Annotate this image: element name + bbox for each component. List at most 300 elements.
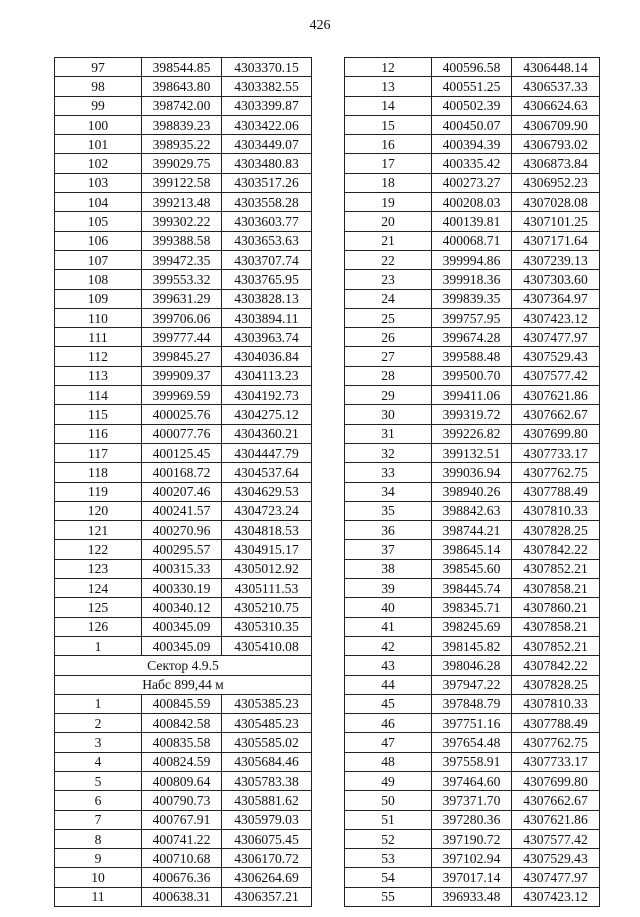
table-row	[345, 386, 600, 405]
y-coordinate-cell: 4307621.86	[512, 386, 600, 405]
y-coordinate-cell: 4303653.63	[222, 231, 312, 250]
table-row	[345, 424, 600, 443]
y-coordinate-cell: 4307423.12	[512, 887, 600, 906]
y-coordinate-cell: 4305111.53	[222, 579, 312, 598]
point-number-cell: 113	[55, 366, 142, 385]
table-row	[345, 270, 600, 289]
table-row	[55, 868, 312, 887]
table-row	[345, 521, 600, 540]
x-coordinate-cell: 399777.44	[142, 328, 222, 347]
x-coordinate-cell: 399969.59	[142, 386, 222, 405]
y-coordinate-cell: 4307171.64	[512, 231, 600, 250]
y-coordinate-cell: 4307101.25	[512, 212, 600, 231]
y-coordinate-cell: 4307788.49	[512, 714, 600, 733]
table-row	[345, 77, 600, 96]
table-row	[55, 482, 312, 501]
y-coordinate-cell: 4305310.35	[222, 617, 312, 636]
x-coordinate-cell: 400315.33	[142, 559, 222, 578]
y-coordinate-cell: 4303517.26	[222, 173, 312, 192]
table-row	[345, 617, 600, 636]
point-number-cell: 100	[55, 115, 142, 134]
x-coordinate-cell: 399845.27	[142, 347, 222, 366]
y-coordinate-cell: 4307662.67	[512, 405, 600, 424]
y-coordinate-cell: 4304723.24	[222, 501, 312, 520]
y-coordinate-cell: 4307860.21	[512, 598, 600, 617]
table-row	[55, 405, 312, 424]
x-coordinate-cell: 400790.73	[142, 791, 222, 810]
table-row	[345, 308, 600, 327]
table-row	[55, 270, 312, 289]
table-row	[55, 540, 312, 559]
x-coordinate-cell: 400168.72	[142, 463, 222, 482]
point-number-cell: 111	[55, 328, 142, 347]
table-row	[345, 347, 600, 366]
y-coordinate-cell: 4303828.13	[222, 289, 312, 308]
x-coordinate-cell: 400638.31	[142, 887, 222, 906]
table-row	[55, 694, 312, 713]
x-coordinate-cell: 398839.23	[142, 115, 222, 134]
point-number-cell: 99	[55, 96, 142, 115]
point-number-cell: 1	[55, 694, 142, 713]
table-row	[345, 733, 600, 752]
point-number-cell: 51	[345, 810, 432, 829]
table-row	[55, 579, 312, 598]
point-number-cell: 26	[345, 328, 432, 347]
point-number-cell: 31	[345, 424, 432, 443]
table-row	[345, 829, 600, 848]
y-coordinate-cell: 4303399.87	[222, 96, 312, 115]
x-coordinate-cell: 400842.58	[142, 714, 222, 733]
sector-title-row	[55, 656, 312, 675]
y-coordinate-cell: 4307733.17	[512, 752, 600, 771]
x-coordinate-cell: 396933.48	[432, 887, 512, 906]
x-coordinate-cell: 397558.91	[432, 752, 512, 771]
y-coordinate-cell: 4305012.92	[222, 559, 312, 578]
y-coordinate-cell: 4305979.03	[222, 810, 312, 829]
table-row	[55, 849, 312, 868]
point-number-cell: 115	[55, 405, 142, 424]
y-coordinate-cell: 4307852.21	[512, 559, 600, 578]
table-row	[55, 308, 312, 327]
point-number-cell: 40	[345, 598, 432, 617]
y-coordinate-cell: 4307364.97	[512, 289, 600, 308]
table-row	[345, 289, 600, 308]
table-row	[55, 115, 312, 134]
x-coordinate-cell: 400139.81	[432, 212, 512, 231]
point-number-cell: 36	[345, 521, 432, 540]
point-number-cell: 109	[55, 289, 142, 308]
y-coordinate-cell: 4303422.06	[222, 115, 312, 134]
x-coordinate-cell: 397848.79	[432, 694, 512, 713]
table-row	[345, 193, 600, 212]
point-number-cell: 43	[345, 656, 432, 675]
y-coordinate-cell: 4307810.33	[512, 501, 600, 520]
point-number-cell: 30	[345, 405, 432, 424]
point-number-cell: 34	[345, 482, 432, 501]
point-number-cell: 120	[55, 501, 142, 520]
x-coordinate-cell: 397464.60	[432, 771, 512, 790]
point-number-cell: 54	[345, 868, 432, 887]
table-row	[345, 810, 600, 829]
table-row	[345, 771, 600, 790]
point-number-cell: 29	[345, 386, 432, 405]
x-coordinate-cell: 400710.68	[142, 849, 222, 868]
y-coordinate-cell: 4306264.69	[222, 868, 312, 887]
x-coordinate-cell: 400551.25	[432, 77, 512, 96]
y-coordinate-cell: 4307303.60	[512, 270, 600, 289]
x-coordinate-cell: 400345.09	[142, 636, 222, 655]
y-coordinate-cell: 4307662.67	[512, 791, 600, 810]
table-row	[345, 579, 600, 598]
sector-subtitle: Набс 899,44 м	[55, 675, 312, 694]
point-number-cell: 18	[345, 173, 432, 192]
y-coordinate-cell: 4307788.49	[512, 482, 600, 501]
table-row	[345, 752, 600, 771]
x-coordinate-cell: 399500.70	[432, 366, 512, 385]
table-row	[345, 482, 600, 501]
x-coordinate-cell: 397190.72	[432, 829, 512, 848]
table-row	[345, 443, 600, 462]
point-number-cell: 46	[345, 714, 432, 733]
x-coordinate-cell: 399029.75	[142, 154, 222, 173]
y-coordinate-cell: 4307699.80	[512, 771, 600, 790]
point-number-cell: 47	[345, 733, 432, 752]
x-coordinate-cell: 398345.71	[432, 598, 512, 617]
y-coordinate-cell: 4304036.84	[222, 347, 312, 366]
point-number-cell: 24	[345, 289, 432, 308]
table-row	[55, 443, 312, 462]
x-coordinate-cell: 398544.85	[142, 58, 222, 77]
table-row	[55, 77, 312, 96]
point-number-cell: 17	[345, 154, 432, 173]
point-number-cell: 55	[345, 887, 432, 906]
y-coordinate-cell: 4303370.15	[222, 58, 312, 77]
table-row	[55, 154, 312, 173]
point-number-cell: 122	[55, 540, 142, 559]
point-number-cell: 39	[345, 579, 432, 598]
y-coordinate-cell: 4307239.13	[512, 250, 600, 269]
point-number-cell: 32	[345, 443, 432, 462]
table-row	[55, 829, 312, 848]
table-row	[55, 366, 312, 385]
point-number-cell: 125	[55, 598, 142, 617]
x-coordinate-cell: 400207.46	[142, 482, 222, 501]
y-coordinate-cell: 4304537.64	[222, 463, 312, 482]
x-coordinate-cell: 398935.22	[142, 135, 222, 154]
point-number-cell: 9	[55, 849, 142, 868]
point-number-cell: 11	[55, 887, 142, 906]
y-coordinate-cell: 4304818.53	[222, 521, 312, 540]
point-number-cell: 12	[345, 58, 432, 77]
point-number-cell: 108	[55, 270, 142, 289]
table-row	[345, 849, 600, 868]
x-coordinate-cell: 398046.28	[432, 656, 512, 675]
point-number-cell: 44	[345, 675, 432, 694]
x-coordinate-cell: 399631.29	[142, 289, 222, 308]
y-coordinate-cell: 4307810.33	[512, 694, 600, 713]
y-coordinate-cell: 4306075.45	[222, 829, 312, 848]
table-row	[345, 366, 600, 385]
table-row	[55, 386, 312, 405]
y-coordinate-cell: 4307477.97	[512, 328, 600, 347]
x-coordinate-cell: 400270.96	[142, 521, 222, 540]
table-row	[55, 559, 312, 578]
x-coordinate-cell: 399302.22	[142, 212, 222, 231]
x-coordinate-cell: 400340.12	[142, 598, 222, 617]
x-coordinate-cell: 400676.36	[142, 868, 222, 887]
x-coordinate-cell: 399839.35	[432, 289, 512, 308]
table-row	[55, 733, 312, 752]
x-coordinate-cell: 399918.36	[432, 270, 512, 289]
y-coordinate-cell: 4307577.42	[512, 366, 600, 385]
y-coordinate-cell: 4306952.23	[512, 173, 600, 192]
point-number-cell: 112	[55, 347, 142, 366]
x-coordinate-cell: 399674.28	[432, 328, 512, 347]
point-number-cell: 7	[55, 810, 142, 829]
table-row	[345, 135, 600, 154]
point-number-cell: 97	[55, 58, 142, 77]
x-coordinate-cell: 399213.48	[142, 193, 222, 212]
table-row	[345, 501, 600, 520]
x-coordinate-cell: 400767.91	[142, 810, 222, 829]
x-coordinate-cell: 399411.06	[432, 386, 512, 405]
x-coordinate-cell: 400835.58	[142, 733, 222, 752]
y-coordinate-cell: 4307828.25	[512, 675, 600, 694]
y-coordinate-cell: 4307699.80	[512, 424, 600, 443]
y-coordinate-cell: 4303558.28	[222, 193, 312, 212]
y-coordinate-cell: 4304275.12	[222, 405, 312, 424]
y-coordinate-cell: 4304447.79	[222, 443, 312, 462]
point-number-cell: 124	[55, 579, 142, 598]
y-coordinate-cell: 4305585.02	[222, 733, 312, 752]
table-row	[55, 752, 312, 771]
y-coordinate-cell: 4305210.75	[222, 598, 312, 617]
x-coordinate-cell: 400273.27	[432, 173, 512, 192]
table-row	[55, 636, 312, 655]
point-number-cell: 14	[345, 96, 432, 115]
point-number-cell: 105	[55, 212, 142, 231]
x-coordinate-cell: 398744.21	[432, 521, 512, 540]
point-number-cell: 126	[55, 617, 142, 636]
x-coordinate-cell: 399132.51	[432, 443, 512, 462]
x-coordinate-cell: 397280.36	[432, 810, 512, 829]
y-coordinate-cell: 4306537.33	[512, 77, 600, 96]
point-number-cell: 98	[55, 77, 142, 96]
table-row	[345, 96, 600, 115]
point-number-cell: 52	[345, 829, 432, 848]
point-number-cell: 8	[55, 829, 142, 848]
y-coordinate-cell: 4305881.62	[222, 791, 312, 810]
table-row	[55, 501, 312, 520]
point-number-cell: 5	[55, 771, 142, 790]
y-coordinate-cell: 4307621.86	[512, 810, 600, 829]
x-coordinate-cell: 400125.45	[142, 443, 222, 462]
left-table-body-bottom	[55, 694, 312, 906]
x-coordinate-cell: 399122.58	[142, 173, 222, 192]
y-coordinate-cell: 4307529.43	[512, 849, 600, 868]
point-number-cell: 50	[345, 791, 432, 810]
table-row	[55, 617, 312, 636]
x-coordinate-cell: 397947.22	[432, 675, 512, 694]
y-coordinate-cell: 4307852.21	[512, 636, 600, 655]
y-coordinate-cell: 4306793.02	[512, 135, 600, 154]
table-row	[55, 521, 312, 540]
y-coordinate-cell: 4305485.23	[222, 714, 312, 733]
point-number-cell: 4	[55, 752, 142, 771]
y-coordinate-cell: 4305783.38	[222, 771, 312, 790]
x-coordinate-cell: 399388.58	[142, 231, 222, 250]
table-row	[345, 656, 600, 675]
x-coordinate-cell: 398545.60	[432, 559, 512, 578]
point-number-cell: 23	[345, 270, 432, 289]
table-row	[55, 231, 312, 250]
x-coordinate-cell: 398245.69	[432, 617, 512, 636]
y-coordinate-cell: 4304629.53	[222, 482, 312, 501]
table-row	[55, 58, 312, 77]
y-coordinate-cell: 4307529.43	[512, 347, 600, 366]
x-coordinate-cell: 398643.80	[142, 77, 222, 96]
x-coordinate-cell: 400824.59	[142, 752, 222, 771]
x-coordinate-cell: 400208.03	[432, 193, 512, 212]
table-row	[345, 598, 600, 617]
x-coordinate-cell: 399472.35	[142, 250, 222, 269]
x-coordinate-cell: 400241.57	[142, 501, 222, 520]
table-row	[345, 540, 600, 559]
table-row	[345, 559, 600, 578]
y-coordinate-cell: 4306448.14	[512, 58, 600, 77]
y-coordinate-cell: 4303449.07	[222, 135, 312, 154]
x-coordinate-cell: 400345.09	[142, 617, 222, 636]
x-coordinate-cell: 399588.48	[432, 347, 512, 366]
y-coordinate-cell: 4305385.23	[222, 694, 312, 713]
table-row	[345, 675, 600, 694]
x-coordinate-cell: 399994.86	[432, 250, 512, 269]
table-row	[55, 347, 312, 366]
y-coordinate-cell: 4307577.42	[512, 829, 600, 848]
x-coordinate-cell: 400450.07	[432, 115, 512, 134]
point-number-cell: 41	[345, 617, 432, 636]
table-row	[55, 289, 312, 308]
point-number-cell: 107	[55, 250, 142, 269]
table-row	[345, 636, 600, 655]
y-coordinate-cell: 4307762.75	[512, 463, 600, 482]
left-table-body-top	[55, 58, 312, 656]
x-coordinate-cell: 398940.26	[432, 482, 512, 501]
point-number-cell: 15	[345, 115, 432, 134]
x-coordinate-cell: 400025.76	[142, 405, 222, 424]
y-coordinate-cell: 4307842.22	[512, 656, 600, 675]
table-row	[55, 212, 312, 231]
point-number-cell: 13	[345, 77, 432, 96]
table-row	[345, 212, 600, 231]
table-row	[55, 173, 312, 192]
sector-subtitle-row	[55, 675, 312, 694]
table-row	[55, 714, 312, 733]
table-row	[55, 598, 312, 617]
table-row	[345, 714, 600, 733]
x-coordinate-cell: 400068.71	[432, 231, 512, 250]
y-coordinate-cell: 4304192.73	[222, 386, 312, 405]
y-coordinate-cell: 4304360.21	[222, 424, 312, 443]
x-coordinate-cell: 400335.42	[432, 154, 512, 173]
point-number-cell: 121	[55, 521, 142, 540]
y-coordinate-cell: 4306357.21	[222, 887, 312, 906]
x-coordinate-cell: 400596.58	[432, 58, 512, 77]
x-coordinate-cell: 397017.14	[432, 868, 512, 887]
x-coordinate-cell: 397371.70	[432, 791, 512, 810]
right-table-body	[345, 58, 600, 907]
table-row	[55, 791, 312, 810]
y-coordinate-cell: 4304113.23	[222, 366, 312, 385]
x-coordinate-cell: 399706.06	[142, 308, 222, 327]
table-row	[345, 115, 600, 134]
x-coordinate-cell: 400502.39	[432, 96, 512, 115]
x-coordinate-cell: 400845.59	[142, 694, 222, 713]
x-coordinate-cell: 399757.95	[432, 308, 512, 327]
point-number-cell: 103	[55, 173, 142, 192]
y-coordinate-cell: 4306170.72	[222, 849, 312, 868]
point-number-cell: 116	[55, 424, 142, 443]
x-coordinate-cell: 398742.00	[142, 96, 222, 115]
point-number-cell: 20	[345, 212, 432, 231]
y-coordinate-cell: 4306624.63	[512, 96, 600, 115]
point-number-cell: 10	[55, 868, 142, 887]
right-coordinates-table	[344, 57, 600, 907]
sector-header	[55, 656, 312, 695]
point-number-cell: 48	[345, 752, 432, 771]
table-row	[55, 96, 312, 115]
x-coordinate-cell: 400809.64	[142, 771, 222, 790]
table-row	[345, 154, 600, 173]
table-row	[55, 328, 312, 347]
point-number-cell: 2	[55, 714, 142, 733]
point-number-cell: 16	[345, 135, 432, 154]
y-coordinate-cell: 4307842.22	[512, 540, 600, 559]
x-coordinate-cell: 397102.94	[432, 849, 512, 868]
point-number-cell: 22	[345, 250, 432, 269]
x-coordinate-cell: 400741.22	[142, 829, 222, 848]
point-number-cell: 42	[345, 636, 432, 655]
y-coordinate-cell: 4307028.08	[512, 193, 600, 212]
point-number-cell: 119	[55, 482, 142, 501]
y-coordinate-cell: 4307477.97	[512, 868, 600, 887]
y-coordinate-cell: 4306709.90	[512, 115, 600, 134]
x-coordinate-cell: 400330.19	[142, 579, 222, 598]
x-coordinate-cell: 399036.94	[432, 463, 512, 482]
point-number-cell: 6	[55, 791, 142, 810]
y-coordinate-cell: 4303765.95	[222, 270, 312, 289]
point-number-cell: 106	[55, 231, 142, 250]
point-number-cell: 35	[345, 501, 432, 520]
x-coordinate-cell: 398445.74	[432, 579, 512, 598]
y-coordinate-cell: 4307423.12	[512, 308, 600, 327]
y-coordinate-cell: 4305410.08	[222, 636, 312, 655]
x-coordinate-cell: 398842.63	[432, 501, 512, 520]
x-coordinate-cell: 400295.57	[142, 540, 222, 559]
sector-title: Сектор 4.9.5	[55, 656, 312, 675]
table-row	[345, 791, 600, 810]
point-number-cell: 21	[345, 231, 432, 250]
point-number-cell: 49	[345, 771, 432, 790]
y-coordinate-cell: 4307828.25	[512, 521, 600, 540]
table-row	[55, 193, 312, 212]
table-row	[345, 405, 600, 424]
x-coordinate-cell: 398145.82	[432, 636, 512, 655]
table-row	[55, 250, 312, 269]
table-row	[55, 810, 312, 829]
y-coordinate-cell: 4303603.77	[222, 212, 312, 231]
point-number-cell: 19	[345, 193, 432, 212]
